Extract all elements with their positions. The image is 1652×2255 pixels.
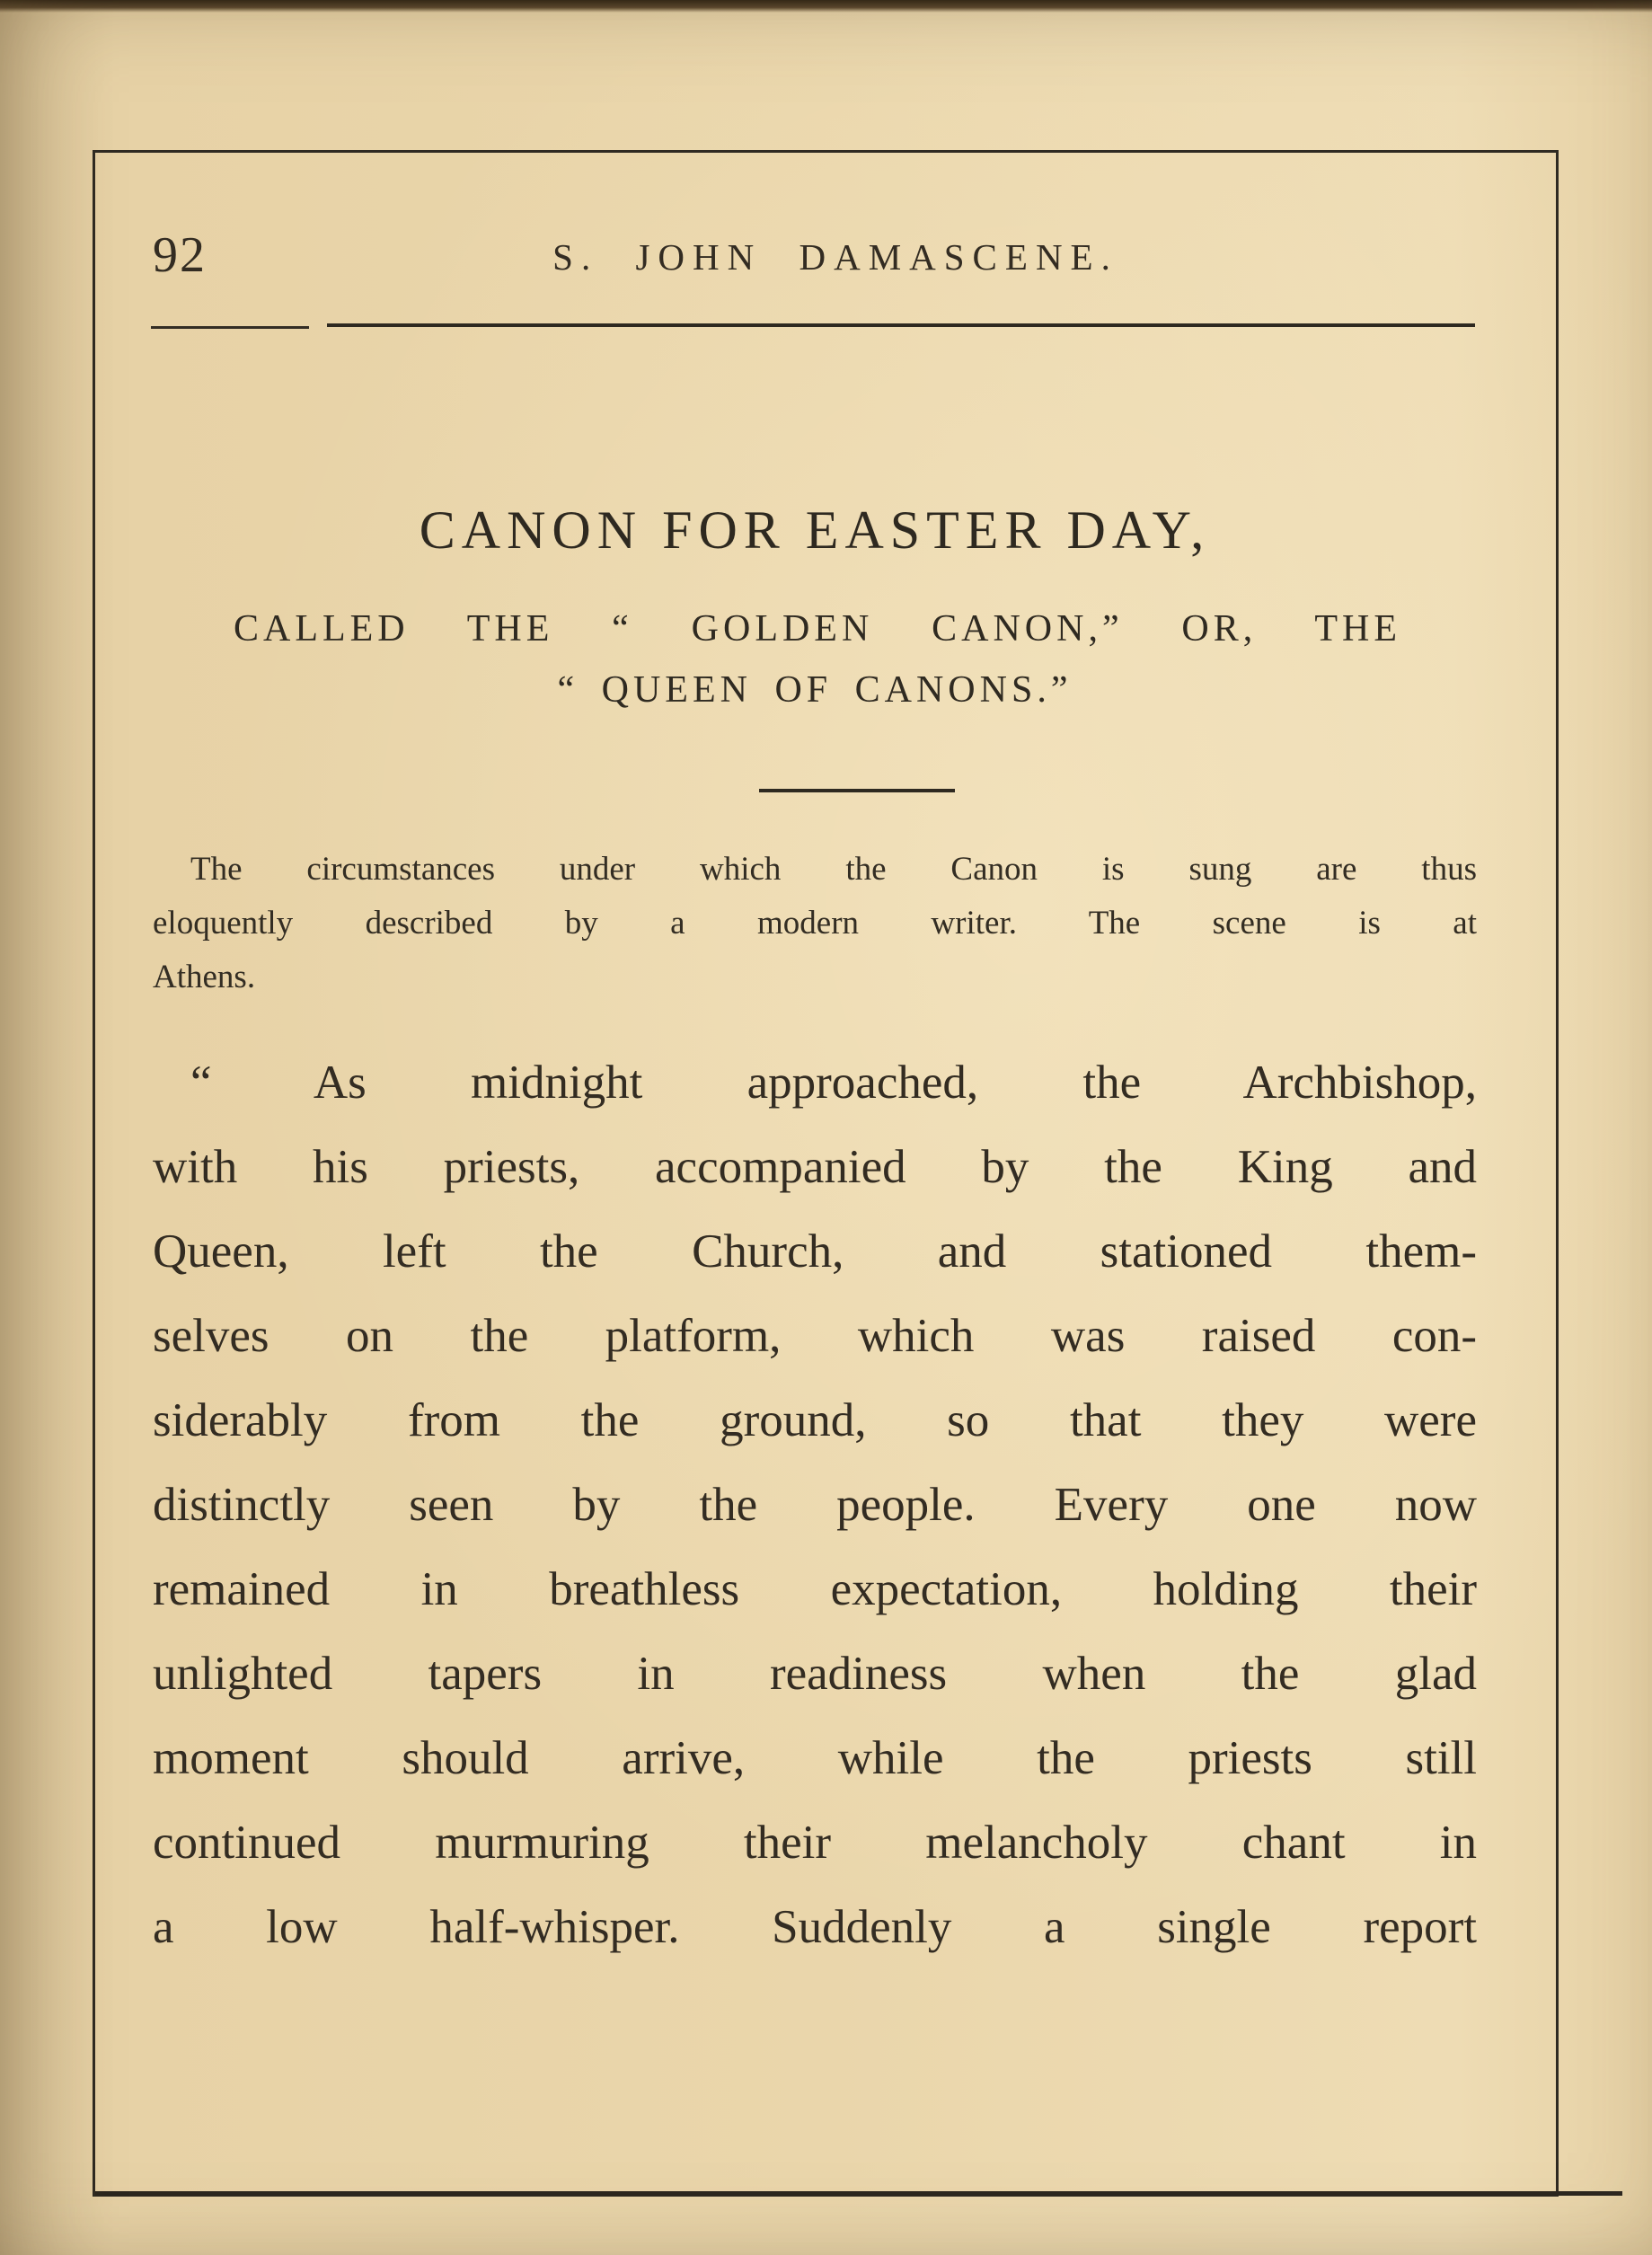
text-line: “ As midnight approached, the Archbishop, <box>190 1057 1477 1109</box>
running-header: S. JOHN DAMASCENE. <box>552 236 1118 278</box>
chapter-subtitle-line1: CALLED THE “ GOLDEN CANON,” OR, THE <box>234 608 1401 650</box>
header-rule-short <box>151 326 309 329</box>
text-line: a low half-whisper. Suddenly a single report <box>153 1901 1477 1953</box>
section-divider-rule <box>759 789 955 792</box>
text-line: remained in breathless expectation, holding their <box>153 1563 1477 1615</box>
page-bottom-rule <box>95 2191 1622 2196</box>
text-line: continued murmuring their melancholy chant in <box>153 1817 1477 1869</box>
text-line: Athens. <box>153 959 256 995</box>
text-line: selves on the platform, which was raised con- <box>153 1310 1477 1362</box>
text-line: The circumstances under which the Canon is sung are thus <box>190 851 1477 888</box>
text-line: distinctly seen by the people. Every one now <box>153 1479 1477 1531</box>
scan-top-edge <box>0 0 1652 13</box>
intro-paragraph <box>153 843 1477 1004</box>
text-line: with his priests, accompanied by the King and <box>153 1141 1477 1193</box>
page-number: 92 <box>153 227 207 283</box>
text-line: siderably from the ground, so that they were <box>153 1394 1477 1446</box>
body-paragraph <box>153 1040 1477 1969</box>
chapter-subtitle-line2: “ QUEEN OF CANONS.” <box>557 669 1073 711</box>
text-line: Queen, left the Church, and stationed them- <box>153 1225 1477 1278</box>
chapter-title: CANON FOR EASTER DAY, <box>419 500 1211 560</box>
text-line: moment should arrive, while the priests still <box>153 1732 1477 1784</box>
text-line: eloquently described by a modern writer. The scene is at <box>153 905 1477 942</box>
text-line: unlighted tapers in readiness when the glad <box>153 1648 1477 1700</box>
header-rule-long <box>327 323 1475 327</box>
